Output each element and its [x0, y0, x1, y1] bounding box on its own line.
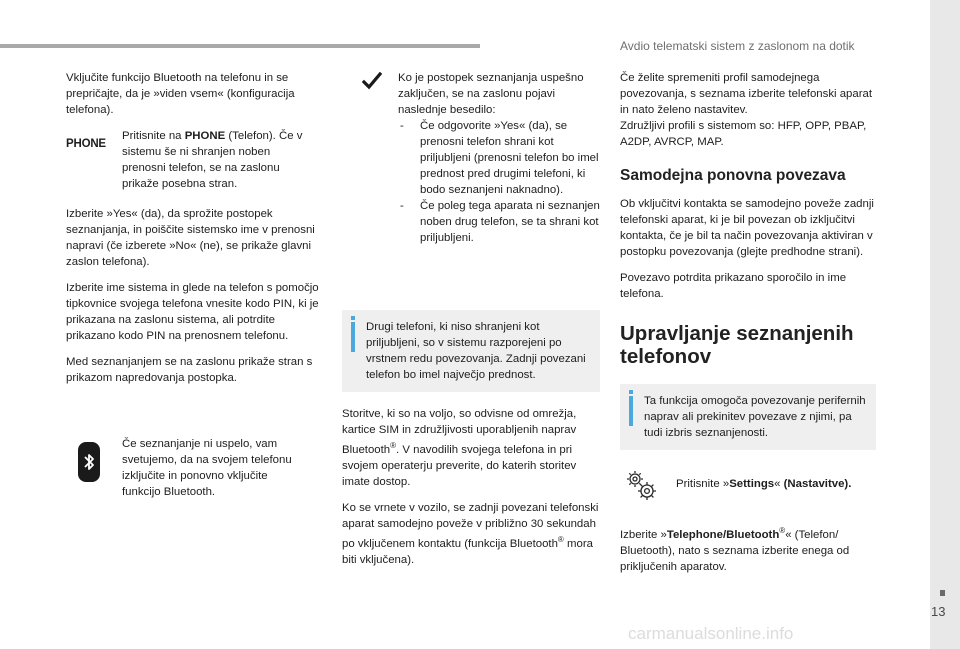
- paragraph: Izberite »Yes« (da), da sprožite postopek seznanjanja, in poiščite sistemsko ime v prenosni napravi (če izberete »No« (ne), se prikaže glavni zaslon telefona).: [66, 208, 315, 268]
- info-icon: [351, 322, 355, 352]
- header-rule: [0, 44, 480, 48]
- info-note-text: Ta funkcija omogoča povezovanje perifernih naprav ali prekinitev povezave z njimi, pa tudi izbris seznanjenosti.: [644, 395, 866, 439]
- paragraph: Ob vključitvi kontakta se samodejno poveže zadnji telefonski aparat, ki je bil povezan ob izključitvi kontakta, če je bil ta način povezovanja aktiviran v postopku povezovanja (glejte predhodne strani).: [620, 198, 874, 258]
- paragraph: Če želite spremeniti profil samodejnega povezovanja, s seznama izberite telefonski aparat in nato želeno nastavitev.: [620, 72, 873, 116]
- paragraph: Storitve, ki so na voljo, so odvisne od omrežja, kartice SIM in združljivosti uporabljenih naprav Bluetooth®. V navodilih svojega telefona in pri svojem operaterju preverite, do katerih storitev imate dostop.: [342, 408, 577, 488]
- column-3: [620, 70, 876, 585]
- paragraph: Združljivi profili s sistemom so: HFP, OPP, PBAP, A2DP, AVRCP, MAP.: [620, 120, 867, 148]
- phone-text: Pritisnite na PHONE (Telefon). Če v sistemu še ni shranjen noben prenosni telefon, se na zaslonu prikaže posebna stran.: [122, 130, 303, 190]
- page-marker: [940, 590, 945, 596]
- paragraph: Izberite »Telephone/Bluetooth®« (Telefon/ Bluetooth), nato s seznama izberite enega od priključenih aparatov.: [620, 526, 850, 573]
- settings-text: Pritisnite »Settings« (Nastavitve).: [676, 478, 852, 490]
- info-note: [342, 310, 600, 392]
- success-intro: Ko je postopek seznanjanja uspešno zaključen, se na zaslonu pojavi naslednje besedilo:: [398, 72, 584, 116]
- paragraph: Izberite ime sistema in glede na telefon s pomočjo tipkovnice svojega telefona vnesite kodo PIN, ki je prikazana na zaslonu sistema, ali potrdite prikazano kodo PIN na prenosnem telefonu.: [66, 282, 319, 342]
- watermark: carmanualsonline.info: [628, 624, 794, 643]
- info-note: [620, 384, 876, 450]
- list-item: - Če poleg tega aparata ni seznanjen noben drug telefon, se ta shrani kot priljubljeni.: [398, 198, 600, 246]
- answer-list: [398, 118, 600, 246]
- settings-gear-icon: [624, 468, 658, 502]
- checkmark-icon: [362, 72, 382, 90]
- info-icon: [629, 396, 633, 426]
- success-block: [342, 70, 600, 246]
- bluetooth-icon: [78, 442, 100, 482]
- info-note-text: Drugi telefoni, ki niso shranjeni kot priljubljeni, so v sistemu razporejeni po vrstnem redu povezovanja. Zadnji povezani telefon bo imel največjo prednost.: [366, 321, 586, 381]
- section-heading: Samodejna ponovna povezava: [620, 167, 846, 184]
- side-strip: [930, 0, 960, 649]
- settings-instruction: [620, 468, 876, 507]
- phone-instruction: [66, 128, 324, 192]
- column-2: [342, 70, 600, 578]
- bluetooth-tip-text: Če seznanjanje ni uspelo, vam svetujemo, da na svojem telefonu izključite in ponovno vključite funkcijo Bluetooth.: [122, 438, 292, 498]
- column-1: [66, 70, 324, 500]
- paragraph: Ko se vrnete v vozilo, se zadnji povezani telefonski aparat samodejno poveže v približno 30 sekundah po vključenem kontaktu (funkcija Bluetooth® mora biti vključena).: [342, 501, 599, 566]
- phone-button-label: PHONE: [66, 138, 106, 150]
- bluetooth-tip: [66, 436, 324, 500]
- paragraph: Vključite funkcijo Bluetooth na telefonu in se prepričajte, da je »viden vsem« (konfiguracija telefona).: [66, 72, 295, 116]
- list-item: - Če odgovorite »Yes« (da), se prenosni telefon shrani kot priljubljeni (prenosni telefon bo imel prednost pred drugimi telefoni, ki bodo seznanjeni naknadno).: [398, 118, 600, 198]
- section-title: Upravljanje seznanjenih telefonov: [620, 322, 854, 368]
- page-number: 13: [931, 604, 946, 619]
- paragraph: Med seznanjanjem se na zaslonu prikaže stran s prikazom napredovanja postopka.: [66, 356, 313, 384]
- paragraph: Povezavo potrdita prikazano sporočilo in ime telefona.: [620, 272, 847, 300]
- header-title: Avdio telematski sistem z zaslonom na dotik: [620, 39, 855, 53]
